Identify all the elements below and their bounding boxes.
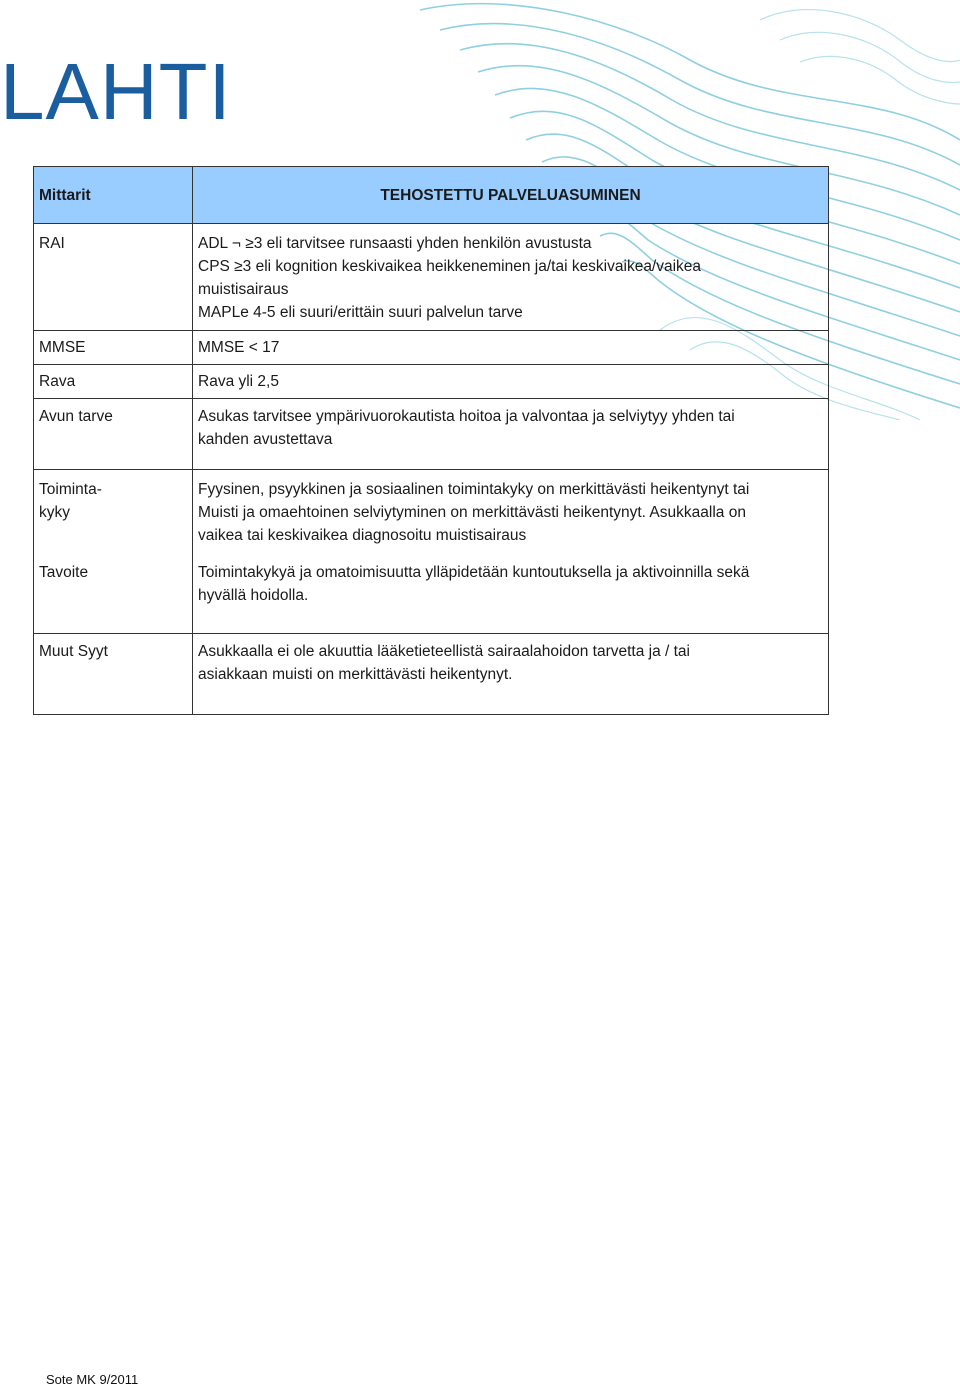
toimintakyky-line: vaikea tai keskivaikea diagnosoitu muistisairaus [198, 527, 527, 544]
row-value-rava: Rava yli 2,5 [193, 365, 829, 399]
row-label-muut-syyt: Muut Syyt [34, 634, 193, 715]
table-row-muut-syyt [34, 634, 829, 715]
tavoite-line: Toimintakykyä ja omatoimisuutta ylläpidetään kuntoutuksella ja aktivoinnilla sekä [198, 564, 750, 581]
rai-line: MAPLe 4-5 eli suuri/erittäin suuri palvelun tarve [198, 304, 523, 321]
toimintakyky-line: Muisti ja omaehtoinen selviytyminen on merkittävästi heikentynyt. Asukkaalla on [198, 504, 746, 521]
row-value-tavoite [193, 549, 829, 634]
row-value-rai [193, 224, 829, 331]
header-tehostettu-palveluasuminen: TEHOSTETTU PALVELUASUMINEN [193, 167, 829, 224]
row-value-toimintakyky [193, 470, 829, 550]
table-row-toimintakyky [34, 470, 829, 550]
lahti-logo: LAHTI [0, 47, 232, 136]
row-value-mmse: MMSE < 17 [193, 331, 829, 365]
row-value-avun-tarve [193, 399, 829, 470]
avun-tarve-line: kahden avustettava [198, 431, 333, 448]
footer-text: Sote MK 9/2011 [46, 1372, 139, 1387]
table-row-mmse [34, 331, 829, 365]
rai-line: muistisairaus [198, 281, 289, 298]
row-label-avun-tarve: Avun tarve [34, 399, 193, 470]
row-value-muut-syyt [193, 634, 829, 715]
muut-syyt-line: asiakkaan muisti on merkittävästi heikentynyt. [198, 666, 513, 683]
toimintakyky-line: Fyysinen, psyykkinen ja sosiaalinen toimintakyky on merkittävästi heikentynyt tai [198, 481, 750, 498]
muut-syyt-line: Asukkaalla ei ole akuuttia lääketieteellistä sairaalahoidon tarvetta ja / tai [198, 643, 690, 660]
rai-line: CPS ≥3 eli kognition keskivaikea heikkeneminen ja/tai keskivaikea/vaikea [198, 258, 702, 275]
row-label-mmse: MMSE [34, 331, 193, 365]
toimintakyky-label-line: Toiminta- [39, 481, 102, 498]
row-label-rai: RAI [34, 224, 193, 331]
table-row-avun-tarve [34, 399, 829, 470]
rai-line: ADL ¬ ≥3 eli tarvitsee runsaasti yhden henkilön avustusta [198, 235, 592, 252]
header-mittarit: Mittarit [34, 167, 193, 224]
tavoite-line: hyvällä hoidolla. [198, 587, 309, 604]
toimintakyky-label-line: kyky [39, 504, 70, 521]
table-row-rava [34, 365, 829, 399]
row-label-rava: Rava [34, 365, 193, 399]
row-label-toimintakyky [34, 470, 193, 550]
table-row-rai [34, 224, 829, 331]
avun-tarve-line: Asukas tarvitsee ympärivuorokautista hoitoa ja valvontaa ja selviytyy yhden tai [198, 408, 735, 425]
table-row-tavoite [34, 549, 829, 634]
header-row [34, 167, 829, 224]
row-label-tavoite: Tavoite [34, 549, 193, 634]
criteria-table [33, 166, 829, 715]
